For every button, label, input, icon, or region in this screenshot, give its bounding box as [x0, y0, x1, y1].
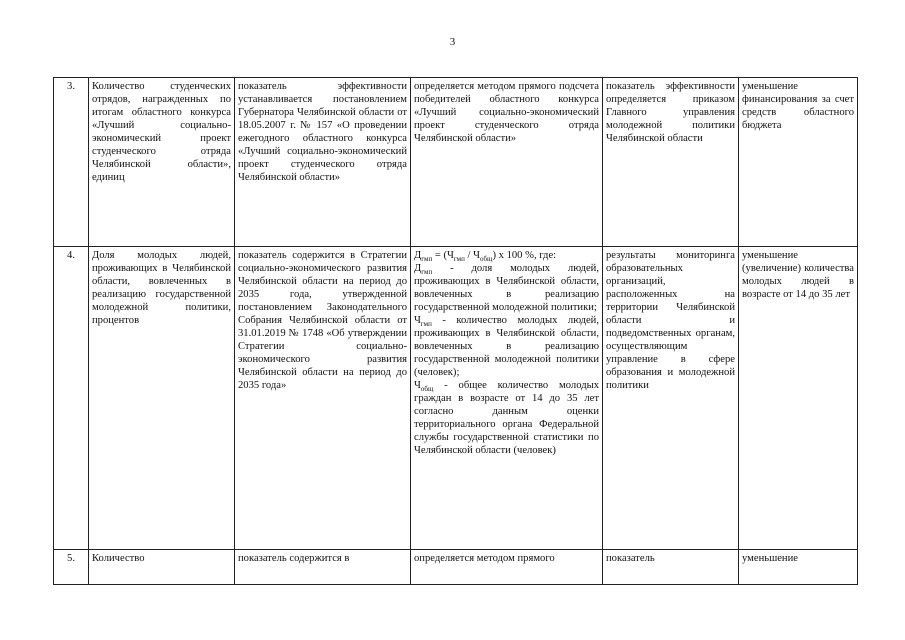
- formula-definition-ch-total: $Ч_{общ}$ - общее количество молодых граждан в возрасте от 14 до 35 лет согласно данным оценки территориального органа Федеральной службы государственной статистики по Челябинской области (человек): [414, 380, 599, 456]
- indicator-source-cell: показатель содержится в Стратегии социально-экономического развития Челябинской области на период до 2035 года, утвержденной постановлением Законодательного Собрания Челябинской области от 31.01.2019 № 1748 «Об утверждении Стратегии социально-экономического развития Челябинской области на период до 2035 года»: [235, 247, 411, 550]
- table-row: [54, 247, 858, 550]
- data-source-cell: результаты мониторинга образовательных организаций, расположенных на территории Челябинской области и подведомственных органам, осуществляющим управление в сфере образования и молодежной политики: [603, 247, 739, 550]
- calculation-method-cell: определяется методом прямого подсчета победителей областного конкурса «Лучший социально-экономический проект студенческого отряда Челябинской области»: [411, 78, 603, 247]
- formula: $Д_{гмп} = (Ч_{гмп} / Ч_{общ})$ х 100 %, где:: [414, 250, 557, 264]
- formula-definition-ch: $Ч_{гмп}$ - количество молодых людей, проживающих в Челябинской области, вовлеченных в реализацию государственной молодежной политики (человек);: [414, 315, 599, 378]
- indicator-source-cell: показатель содержится в: [235, 550, 411, 585]
- row-number: 3.: [54, 78, 89, 247]
- risk-cell: уменьшение финансирования за счет средств областного бюджета: [739, 78, 858, 247]
- formula-definition-d: $Д_{гмп}$ - доля молодых людей, проживающих в Челябинской области, вовлеченных в реализацию государственной молодежной политики;: [414, 263, 599, 313]
- page-number: 3: [449, 36, 456, 48]
- indicator-name-cell: Количество студенческих отрядов, награжденных по итогам областного конкурса «Лучший социально-экономический проект студенческого отряда Челябинской области», единиц: [89, 78, 235, 247]
- calculation-method-cell: [411, 247, 603, 550]
- indicators-table: [53, 77, 858, 585]
- data-source-cell: показатель эффективности определяется приказом Главного управления молодежной политики Челябинской области: [603, 78, 739, 247]
- row-number: 4.: [54, 247, 89, 550]
- indicator-name-cell: Доля молодых людей, проживающих в Челябинской области, вовлеченных в реализацию государственной молодежной политики, процентов: [89, 247, 235, 550]
- indicator-source-cell: показатель эффективности устанавливается постановлением Губернатора Челябинской области от 18.05.2007 г. № 157 «О проведении ежегодного областного конкурса «Лучший социально-экономический проект студенческого отряда Челябинской области»: [235, 78, 411, 247]
- indicator-name-cell: Количество: [89, 550, 235, 585]
- risk-cell: уменьшение: [739, 550, 858, 585]
- table-row: [54, 78, 858, 247]
- row-number: 5.: [54, 550, 89, 585]
- data-source-cell: показатель: [603, 550, 739, 585]
- risk-cell: уменьшение (увеличение) количества молодых людей в возрасте от 14 до 35 лет: [739, 247, 858, 550]
- table-row: [54, 550, 858, 585]
- calculation-method-cell: определяется методом прямого: [411, 550, 603, 585]
